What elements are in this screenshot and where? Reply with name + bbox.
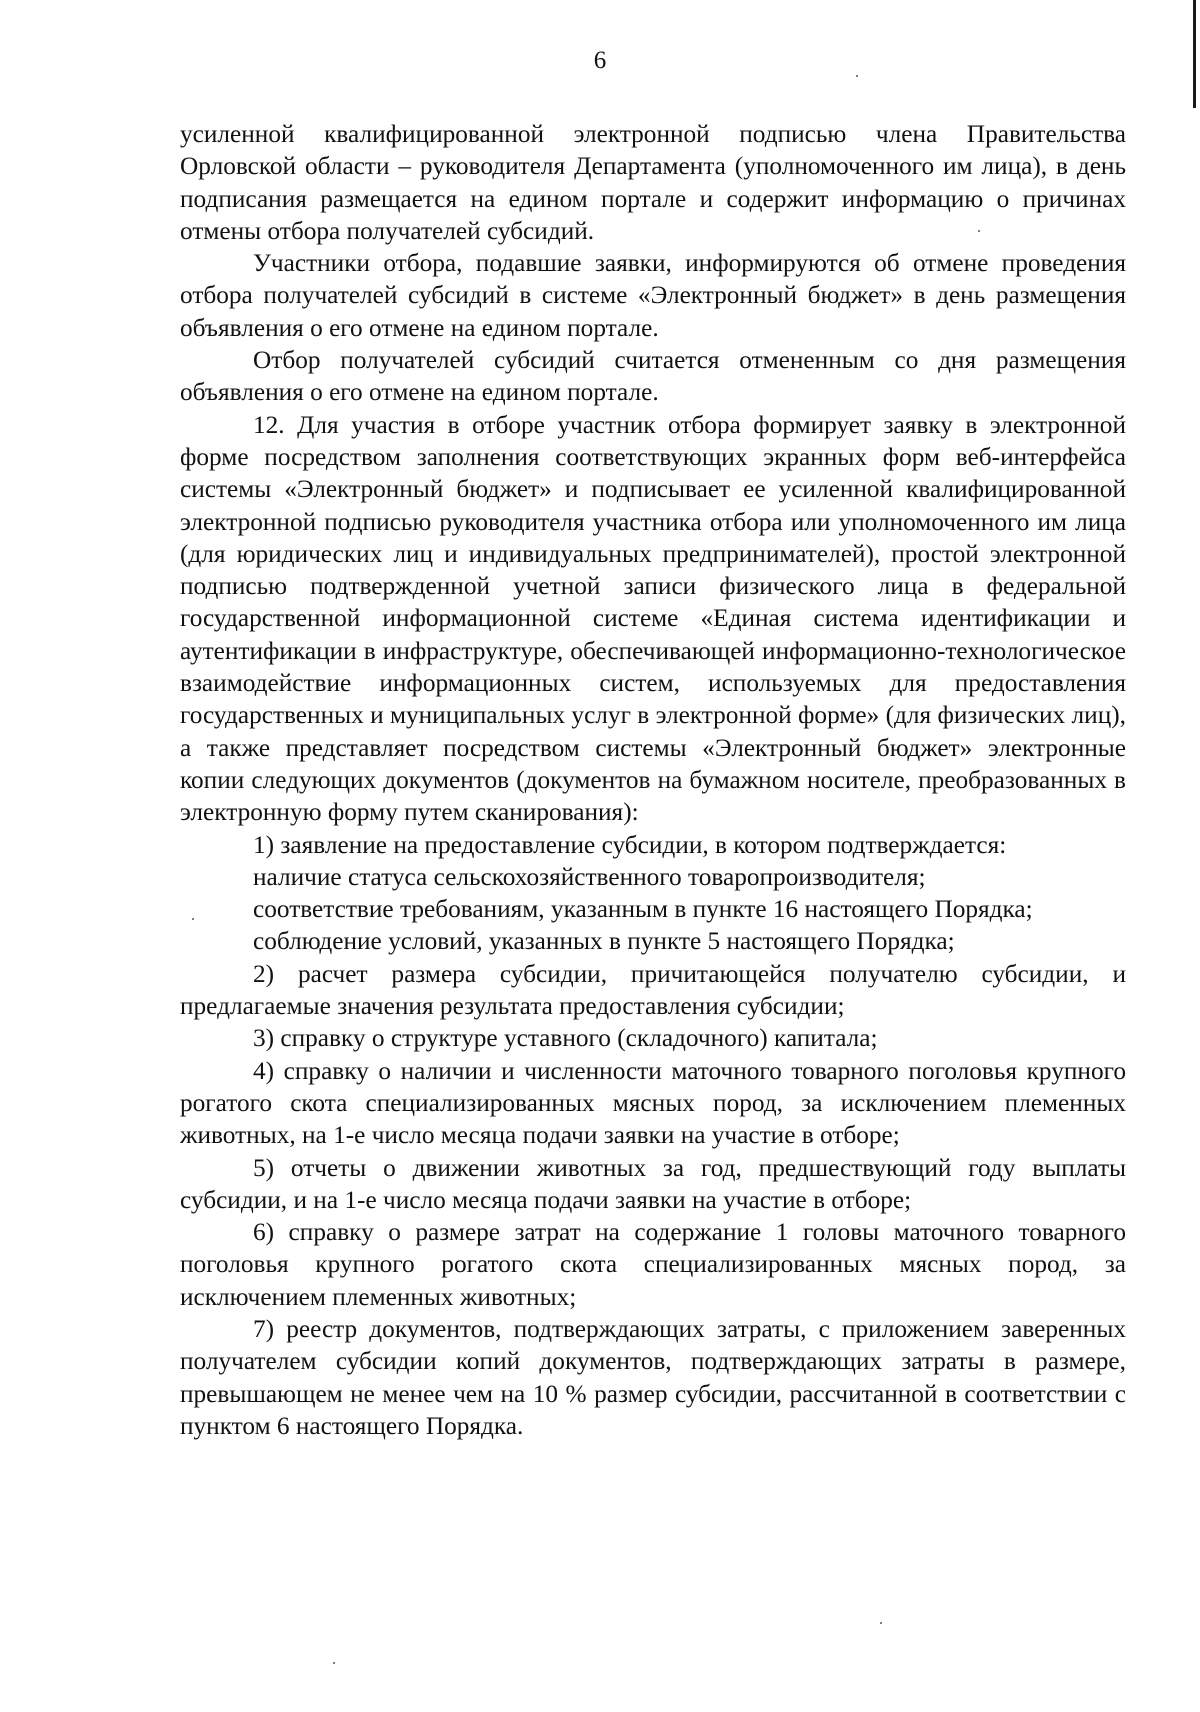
list-item-1a: наличие статуса сельскохозяйственного товаропроизводителя; (253, 862, 926, 891)
list-item-5: 5) отчеты о движении животных за год, предшествующий году выплаты субсидии, и на 1-е число месяца подачи заявки на участие в отборе; (180, 1153, 1126, 1214)
list-item-1: 1) заявление на предоставление субсидии, в котором подтверждается: (253, 830, 1007, 859)
paragraph-item-12: 12. Для участия в отборе участник отбора формирует заявку в электронной форме посредством заполнения соответствующих экранных форм веб-интерфейса системы «Электронный бюджет» и подписывает ее усиленной квалифицированной электронной подписью руководителя участника отбора или уполномоченного им лица (для юридических лиц и индивидуальных предпринимателей), простой электронной подписью подтвержденной учетной записи физического лица в федеральной государственной информационной системе «Единая система идентификации и аутентификации в инфраструктуре, обеспечивающей информационно-технологическое взаимодействие информационных систем, используемых для предоставления государственных и муниципальных услуг в электронной форме» (для физических лиц), а также представляет посредством системы «Электронный бюджет» электронные копии следующих документов (документов на бумажном носителе, преобразованных в электронную форму путем сканирования): (180, 410, 1126, 827)
scan-speck (192, 918, 194, 920)
paragraph-continuation: усиленной квалифицированной электронной подписью члена Правительства Орловской области – руководителя Департамента (уполномоченного им лица), в день подписания размещается на едином портале и содержит информацию о причинах отмены отбора получателей субсидий. (180, 120, 1126, 245)
documents-list (180, 829, 1126, 1443)
scan-speck (333, 1662, 335, 1664)
page-number: 6 (593, 47, 607, 74)
list-item-1b: соответствие требованиям, указанным в пункте 16 настоящего Порядка; (253, 895, 1033, 924)
list-item-1c: соблюдение условий, указанных в пункте 5 настоящего Порядка; (253, 927, 955, 956)
scan-speck (856, 75, 858, 77)
document-body (180, 118, 1126, 1442)
list-item-6: 6) справку о размере затрат на содержание 1 головы маточного товарного поголовья крупного рогатого скота специализированных мясных пород, за исключением племенных животных; (180, 1218, 1126, 1311)
list-item-7: 7) реестр документов, подтверждающих затраты, с приложением заверенных получателем субсидии копий документов, подтверждающих затраты в размере, превышающем не менее чем на 10 % размер субсидии, рассчитанной в соответствии с пунктом 6 настоящего Порядка. (180, 1314, 1126, 1440)
scan-speck (880, 1622, 882, 1624)
list-item-2: 2) расчет размера субсидии, причитающейся получателю субсидии, и предлагаемые значения результата предоставления субсидии; (180, 959, 1126, 1021)
scan-speck (978, 230, 980, 232)
paragraph-participants-notice: Участники отбора, подавшие заявки, информируются об отмене проведения отбора получателей субсидий в системе «Электронный бюджет» в день размещения объявления о его отмене на едином портале. (180, 249, 1126, 342)
list-item-4: 4) справку о наличии и численности маточного товарного поголовья крупного рогатого скота специализированных мясных пород, за исключением племенных животных, на 1-е число месяца подачи заявки на участие в отборе; (180, 1056, 1126, 1150)
list-item-3: 3) справку о структуре уставного (складочного) капитала; (253, 1024, 878, 1053)
paragraph-selection-cancelled: Отбор получателей субсидий считается отмененным со дня размещения объявления о его отмене на едином портале. (180, 346, 1126, 407)
